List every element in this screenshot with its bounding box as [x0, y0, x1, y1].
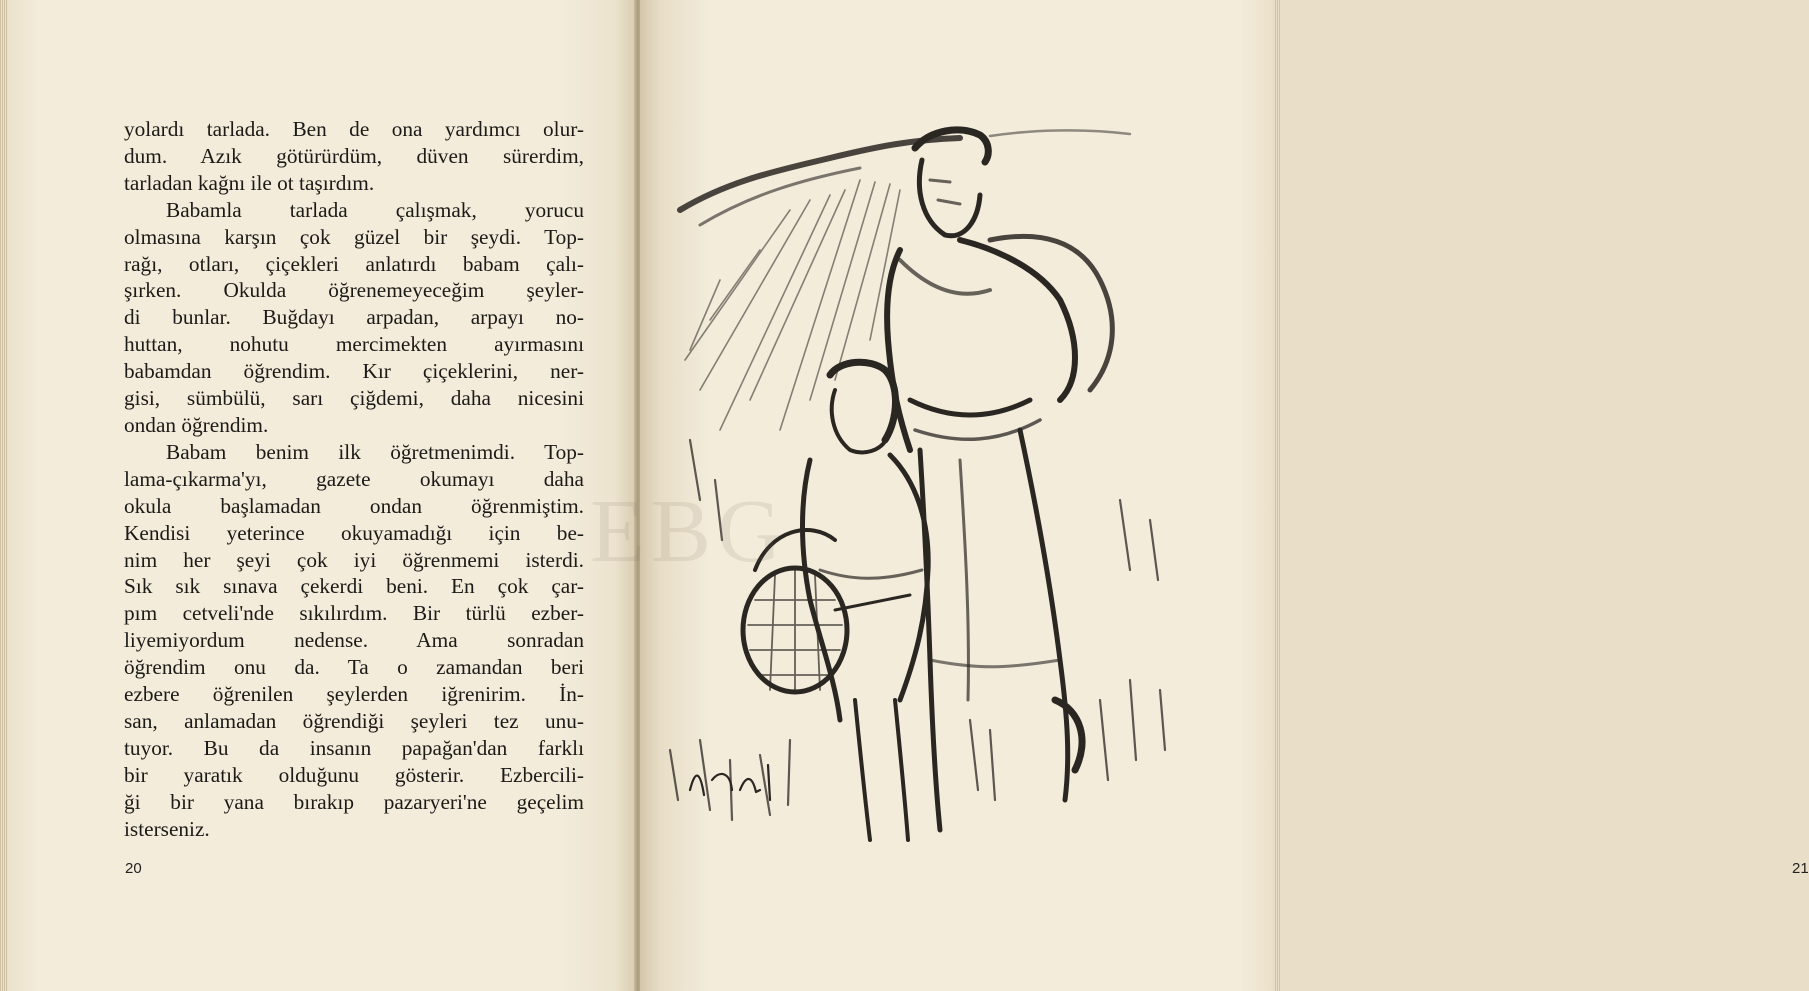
basket-weave — [748, 570, 842, 692]
text-line: Babamla tarlada çalışmak, yorucu — [166, 197, 584, 222]
text-line: dum. Azık götürürdüm, düven sürerdim, — [124, 143, 584, 168]
farmer-cap — [915, 130, 988, 162]
body-text — [124, 116, 584, 842]
page-number-left: 20 — [125, 860, 142, 877]
page-number-right: 21 — [1792, 860, 1809, 877]
text-line: ği bir yana bırakıp pazaryeri'ne geçelim — [124, 789, 584, 814]
hill-line — [700, 168, 860, 225]
text-line: tuyor. Bu da insanın papağan'dan farklı — [124, 735, 584, 760]
text-line: san, anlamadan öğrendiği şeyleri tez unu- — [124, 708, 584, 733]
text-line: tarladan kağnı ile ot taşırdım. — [124, 170, 375, 195]
right-page-edge — [1274, 0, 1280, 991]
left-page-edge — [0, 0, 8, 991]
farmer-head — [919, 160, 980, 236]
text-line: şırken. Okulda öğrenemeyeceğim şeyler- — [124, 278, 584, 303]
text-line: nim her şeyi çok iyi öğrenmemi isterdi. — [124, 547, 584, 572]
farmer-leg — [1020, 430, 1068, 800]
child-head — [830, 362, 896, 440]
text-line: olmasına karşın çok güzel bir şeydi. Top- — [124, 224, 584, 249]
text-line: ondan öğrendim. — [124, 412, 269, 437]
hill-line — [990, 130, 1130, 136]
text-line: lama-çıkarma'yı, gazete okumayı daha — [124, 466, 584, 491]
text-line: isterseniz. — [124, 816, 210, 841]
text-line: bir yaratık olduğunu gösterir. Ezbercili- — [124, 762, 584, 787]
text-line: huttan, nohutu mercimekten ayırmasını — [124, 332, 584, 357]
text-line: Kendisi yeterince okuyamadığı için be- — [124, 520, 584, 545]
text-line: Sık sık sınava çekerdi beni. En çok çar- — [124, 574, 584, 599]
text-line: di bunlar. Buğdayı arpadan, arpayı no- — [124, 305, 584, 330]
text-line: ezbere öğrenilen şeylerden iğrenirim. İn- — [124, 682, 584, 707]
text-line: öğrendim onu da. Ta o zamandan beri — [124, 655, 584, 680]
field-furrows — [685, 180, 900, 430]
left-page — [0, 0, 636, 991]
text-line: babamdan öğrendim. Kır çiçeklerini, ner- — [124, 359, 584, 384]
text-line: okula başlamadan ondan öğrenmiştim. — [124, 493, 584, 518]
text-line: Babam benim ilk öğretmenimdi. Top- — [166, 439, 584, 464]
text-line: gisi, sümbülü, sarı çiğdemi, daha nicesini — [124, 386, 584, 411]
text-line: pım cetveli'nde sıkılırdım. Bir türlü ezber- — [124, 601, 584, 626]
watermark: EBG — [590, 482, 788, 581]
text-line: liyemiyordum nedense. Ama sonradan — [124, 628, 584, 653]
text-line: rağı, otları, çiçekleri anlatırdı babam çalı- — [124, 251, 584, 276]
text-line: yolardı tarlada. Ben de ona yardımcı olur- — [124, 117, 584, 141]
